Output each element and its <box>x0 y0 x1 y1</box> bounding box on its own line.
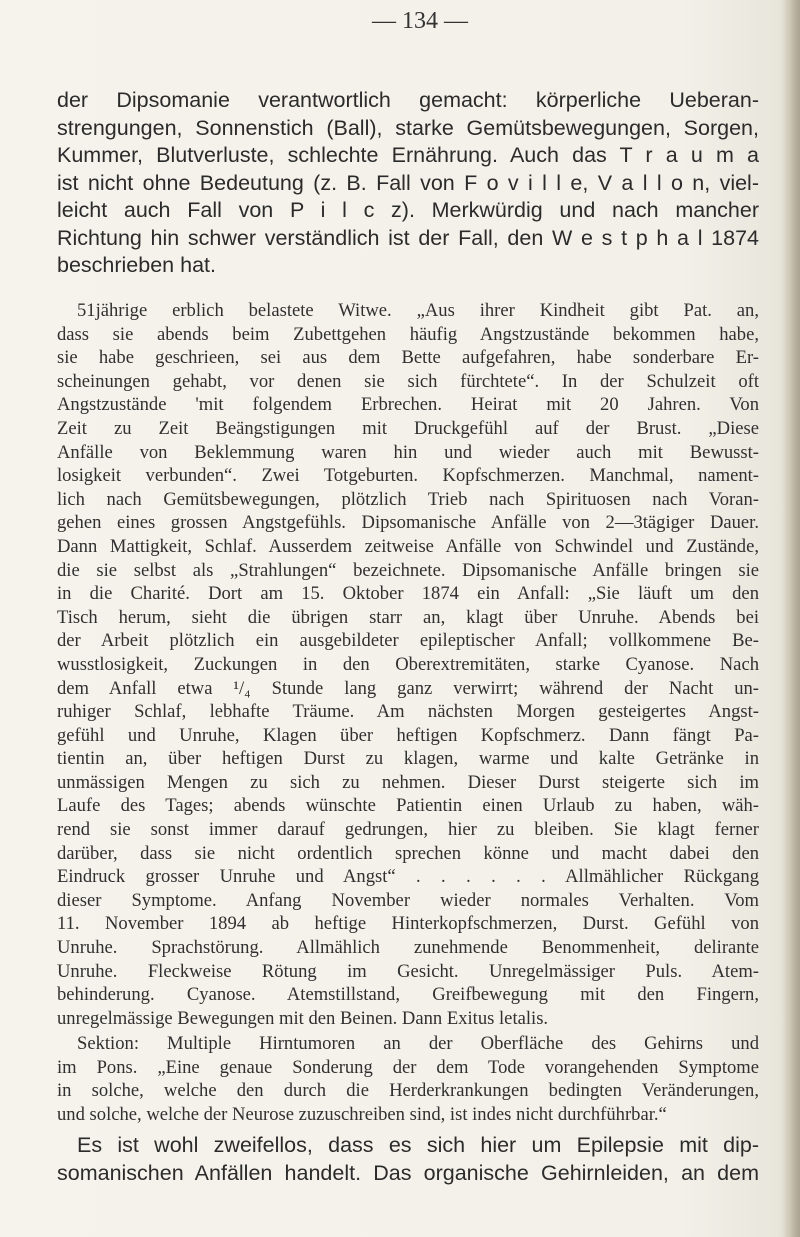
text-line: somanischen Anfällen handelt. Das organische Gehirnleiden, an dem <box>57 1160 759 1185</box>
text-line: wusstlosigkeit, Zuckungen in den Oberextremitäten, starke Cyanose. Nach <box>57 653 759 675</box>
text-line: in solche, welche den durch die Herderkrankungen bedingten Veränderungen, <box>57 1080 759 1102</box>
text-line: Zeit zu Zeit Beängstigungen mit Druckgefühl auf der Brust. „Diese <box>57 417 759 439</box>
text-line: Anfälle von Beklemmung waren hin und wieder auch mit Bewusst- <box>57 441 759 463</box>
text-line: leicht auch Fall von P i l c z). Merkwürdig und nach mancher <box>57 198 759 222</box>
text-line: lich nach Gemütsbewegungen, plötzlich Trieb nach Spirituosen nach Voran- <box>57 488 759 510</box>
text-line: scheinungen gehabt, vor denen sie sich fürchtete“. In der Schulzeit oft <box>57 370 759 392</box>
text-line: und solche, welche der Neurose zuzuschreiben sind, ist indes nicht durchführbar.“ <box>57 1103 667 1125</box>
text-line: 51jährige erblich belastete Witwe. „Aus ihrer Kindheit gibt Pat. an, <box>77 300 759 321</box>
text-line: unregelmässige Bewegungen mit den Beinen. Dann Exitus letalis. <box>57 1007 549 1029</box>
text-line: Angstzustände 'mit folgendem Erbrechen. Heirat mit 20 Jahren. Von <box>57 394 759 416</box>
paragraph-case-report <box>57 299 759 1030</box>
text-line: rend sie sonst immer darauf gedrungen, hier zu bleiben. Sie klagt ferner <box>57 819 759 841</box>
text-line: gehen eines grossen Angstgefühls. Dipsomanische Anfälle von 2—3tägiger Dauer. <box>57 512 759 534</box>
text-line: darüber, dass sie nicht ordentlich sprechen könne und macht dabei den <box>57 842 759 864</box>
text-line: Kummer, Blutverluste, schlechte Ernährung. Auch das T r a u m a <box>57 143 759 167</box>
text-line: in die Charité. Dort am 15. Oktober 1874 ein Anfall: „Sie läuft um den <box>57 583 759 605</box>
text-line: Es ist wohl zweifellos, dass es sich hier um Epilepsie mit dip- <box>77 1133 759 1157</box>
text-line: behinderung. Cyanose. Atemstillstand, Greifbewegung mit den Fingern, <box>57 984 759 1006</box>
text-line: ruhiger Schlaf, lebhafte Träume. Am nächsten Morgen gesteigertes Angst- <box>57 701 759 723</box>
text-line: Eindruck grosser Unruhe und Angst“ . . . . . . Allmählicher Rückgang <box>57 866 759 888</box>
text-line: Tisch herum, sieht die übrigen starr an, klagt über Unruhe. Abends bei <box>57 606 759 628</box>
text-line: Laufe des Tages; abends wünschte Patientin einen Urlaub zu haben, wäh- <box>57 795 759 817</box>
text-line: die sie selbst als „Strahlungen“ bezeichnete. Dipsomanische Anfälle bringen sie <box>57 559 759 581</box>
text-line: Unruhe. Sprachstörung. Allmählich zunehmende Benommenheit, delirante <box>57 937 759 959</box>
text-line: Sektion: Multiple Hirntumoren an der Oberfläche des Gehirns und <box>77 1033 759 1054</box>
text-line: Unruhe. Fleckweise Rötung im Gesicht. Unregelmässiger Puls. Atem- <box>57 960 759 982</box>
text-line: Dann Mattigkeit, Schlaf. Ausserdem zeitweise Anfälle von Schwindel und Zustände, <box>57 535 759 557</box>
page-number: — 134 — <box>372 8 468 34</box>
text-line: gefühl und Unruhe, Klagen über heftigen Kopfschmerz. Dann fängt Pa- <box>57 724 759 746</box>
text-line: dem Anfall etwa ¹/₄ Stunde lang ganz verwirrt; während der Nacht un- <box>57 677 759 699</box>
text-line: der Dipsomanie verantwortlich gemacht: körperliche Ueberan- <box>57 88 759 112</box>
text-line: sie habe geschrieen, sei aus dem Bette aufgefahren, habe sonderbare Er- <box>57 347 759 369</box>
page-edge-shadow <box>782 0 800 1237</box>
text-line: tientin an, über heftigen Durst zu klagen, warme und kalte Getränke in <box>57 748 759 770</box>
paragraph-causes <box>57 87 759 280</box>
text-line: im Pons. „Eine genaue Sonderung der dem Tode vorangehenden Symptome <box>57 1056 759 1078</box>
text-line: der Arbeit plötzlich ein ausgebildeter epileptischer Anfall; vollkommene Be- <box>57 630 759 652</box>
text-line: Richtung hin schwer verständlich ist der Fall, den W e s t p h a l 1874 <box>57 225 759 250</box>
text-line: losigkeit verbunden“. Zwei Totgeburten. Kopfschmerzen. Manchmal, nament- <box>57 465 759 487</box>
text-line: unmässigen Mengen zu sich zu nehmen. Dieser Durst steigerte sich im <box>57 771 759 793</box>
text-line: dass sie abends beim Zubettgehen häufig Angstzustände bekommen habe, <box>57 323 759 345</box>
text-line: strengungen, Sonnenstich (Ball), starke Gemütsbewegungen, Sorgen, <box>57 115 759 140</box>
text-line: dieser Symptome. Anfang November wieder normales Verhalten. Vom <box>57 889 759 911</box>
paragraph-conclusion <box>57 1132 759 1187</box>
text-line: beschrieben hat. <box>57 253 216 277</box>
text-line: 11. November 1894 ab heftige Hinterkopfschmerzen, Durst. Gefühl von <box>57 913 759 935</box>
paragraph-autopsy <box>57 1032 759 1126</box>
text-line: ist nicht ohne Bedeutung (z. B. Fall von F o v i l l e, V a l l o n, viel- <box>57 170 759 195</box>
